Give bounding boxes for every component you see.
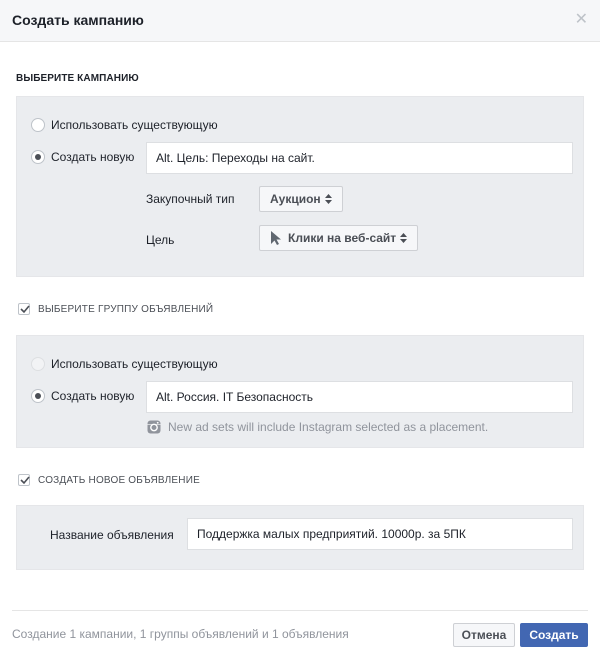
objective-label: Цель	[146, 233, 175, 247]
ad-section-toggle[interactable]	[18, 474, 200, 486]
cursor-icon	[270, 230, 282, 246]
instagram-note-text: New ad sets will include Instagram selected as a placement.	[168, 420, 489, 434]
campaign-name-input[interactable]: Alt. Цель: Переходы на сайт.	[146, 142, 573, 174]
ad-set-name-input[interactable]: Alt. Россия. IT Безопасность	[146, 381, 573, 413]
caret-updown-icon	[400, 233, 407, 243]
ad-set-existing-label: Использовать существующую	[51, 357, 218, 371]
ad-name-input[interactable]: Поддержка малых предприятий. 10000р. за 5ПК	[187, 518, 573, 550]
campaign-new-radio[interactable]	[31, 150, 45, 164]
campaign-existing-radio[interactable]	[31, 118, 45, 132]
ad-set-panel	[16, 335, 584, 448]
buying-type-label: Закупочный тип	[146, 192, 235, 206]
ad-name-label: Название объявления	[50, 528, 174, 542]
dialog-title: Создать кампанию	[12, 12, 144, 28]
footer-divider	[12, 610, 588, 611]
buying-type-dropdown[interactable]	[259, 186, 343, 212]
caret-updown-icon	[325, 194, 332, 204]
campaign-new-label: Создать новую	[51, 150, 135, 164]
ad-set-existing-radio[interactable]	[31, 357, 45, 371]
ad-set-new-radio[interactable]	[31, 389, 45, 403]
ad-checkbox[interactable]	[18, 474, 30, 486]
campaign-new-option[interactable]	[31, 150, 134, 164]
ad-set-new-option[interactable]	[31, 389, 134, 403]
campaign-existing-option[interactable]	[31, 118, 218, 132]
ad-set-section-toggle[interactable]	[18, 303, 213, 315]
footer-summary: Создание 1 кампании, 1 группы объявлений и 1 объявления	[12, 627, 349, 641]
objective-value: Клики на веб-сайт	[288, 231, 397, 245]
cancel-button[interactable]: Отмена	[453, 623, 515, 647]
close-icon[interactable]: ✕	[574, 11, 588, 28]
campaign-section-title: ВЫБЕРИТЕ КАМПАНИЮ	[16, 73, 139, 84]
instagram-note	[147, 420, 488, 434]
campaign-panel	[16, 96, 584, 277]
buying-type-value: Аукцион	[270, 192, 321, 206]
instagram-icon	[147, 420, 161, 434]
objective-dropdown[interactable]	[259, 225, 418, 251]
ad-set-checkbox[interactable]	[18, 303, 30, 315]
ad-set-section-title: ВЫБЕРИТЕ ГРУППУ ОБЪЯВЛЕНИЙ	[38, 303, 214, 315]
ad-set-new-label: Создать новую	[51, 389, 135, 403]
create-button[interactable]: Создать	[520, 623, 588, 647]
ad-panel	[16, 505, 584, 570]
ad-section-title: СОЗДАТЬ НОВОЕ ОБЪЯВЛЕНИЕ	[38, 474, 200, 486]
ad-set-existing-option[interactable]	[31, 357, 218, 371]
campaign-existing-label: Использовать существующую	[51, 118, 218, 132]
dialog-header	[0, 0, 600, 42]
